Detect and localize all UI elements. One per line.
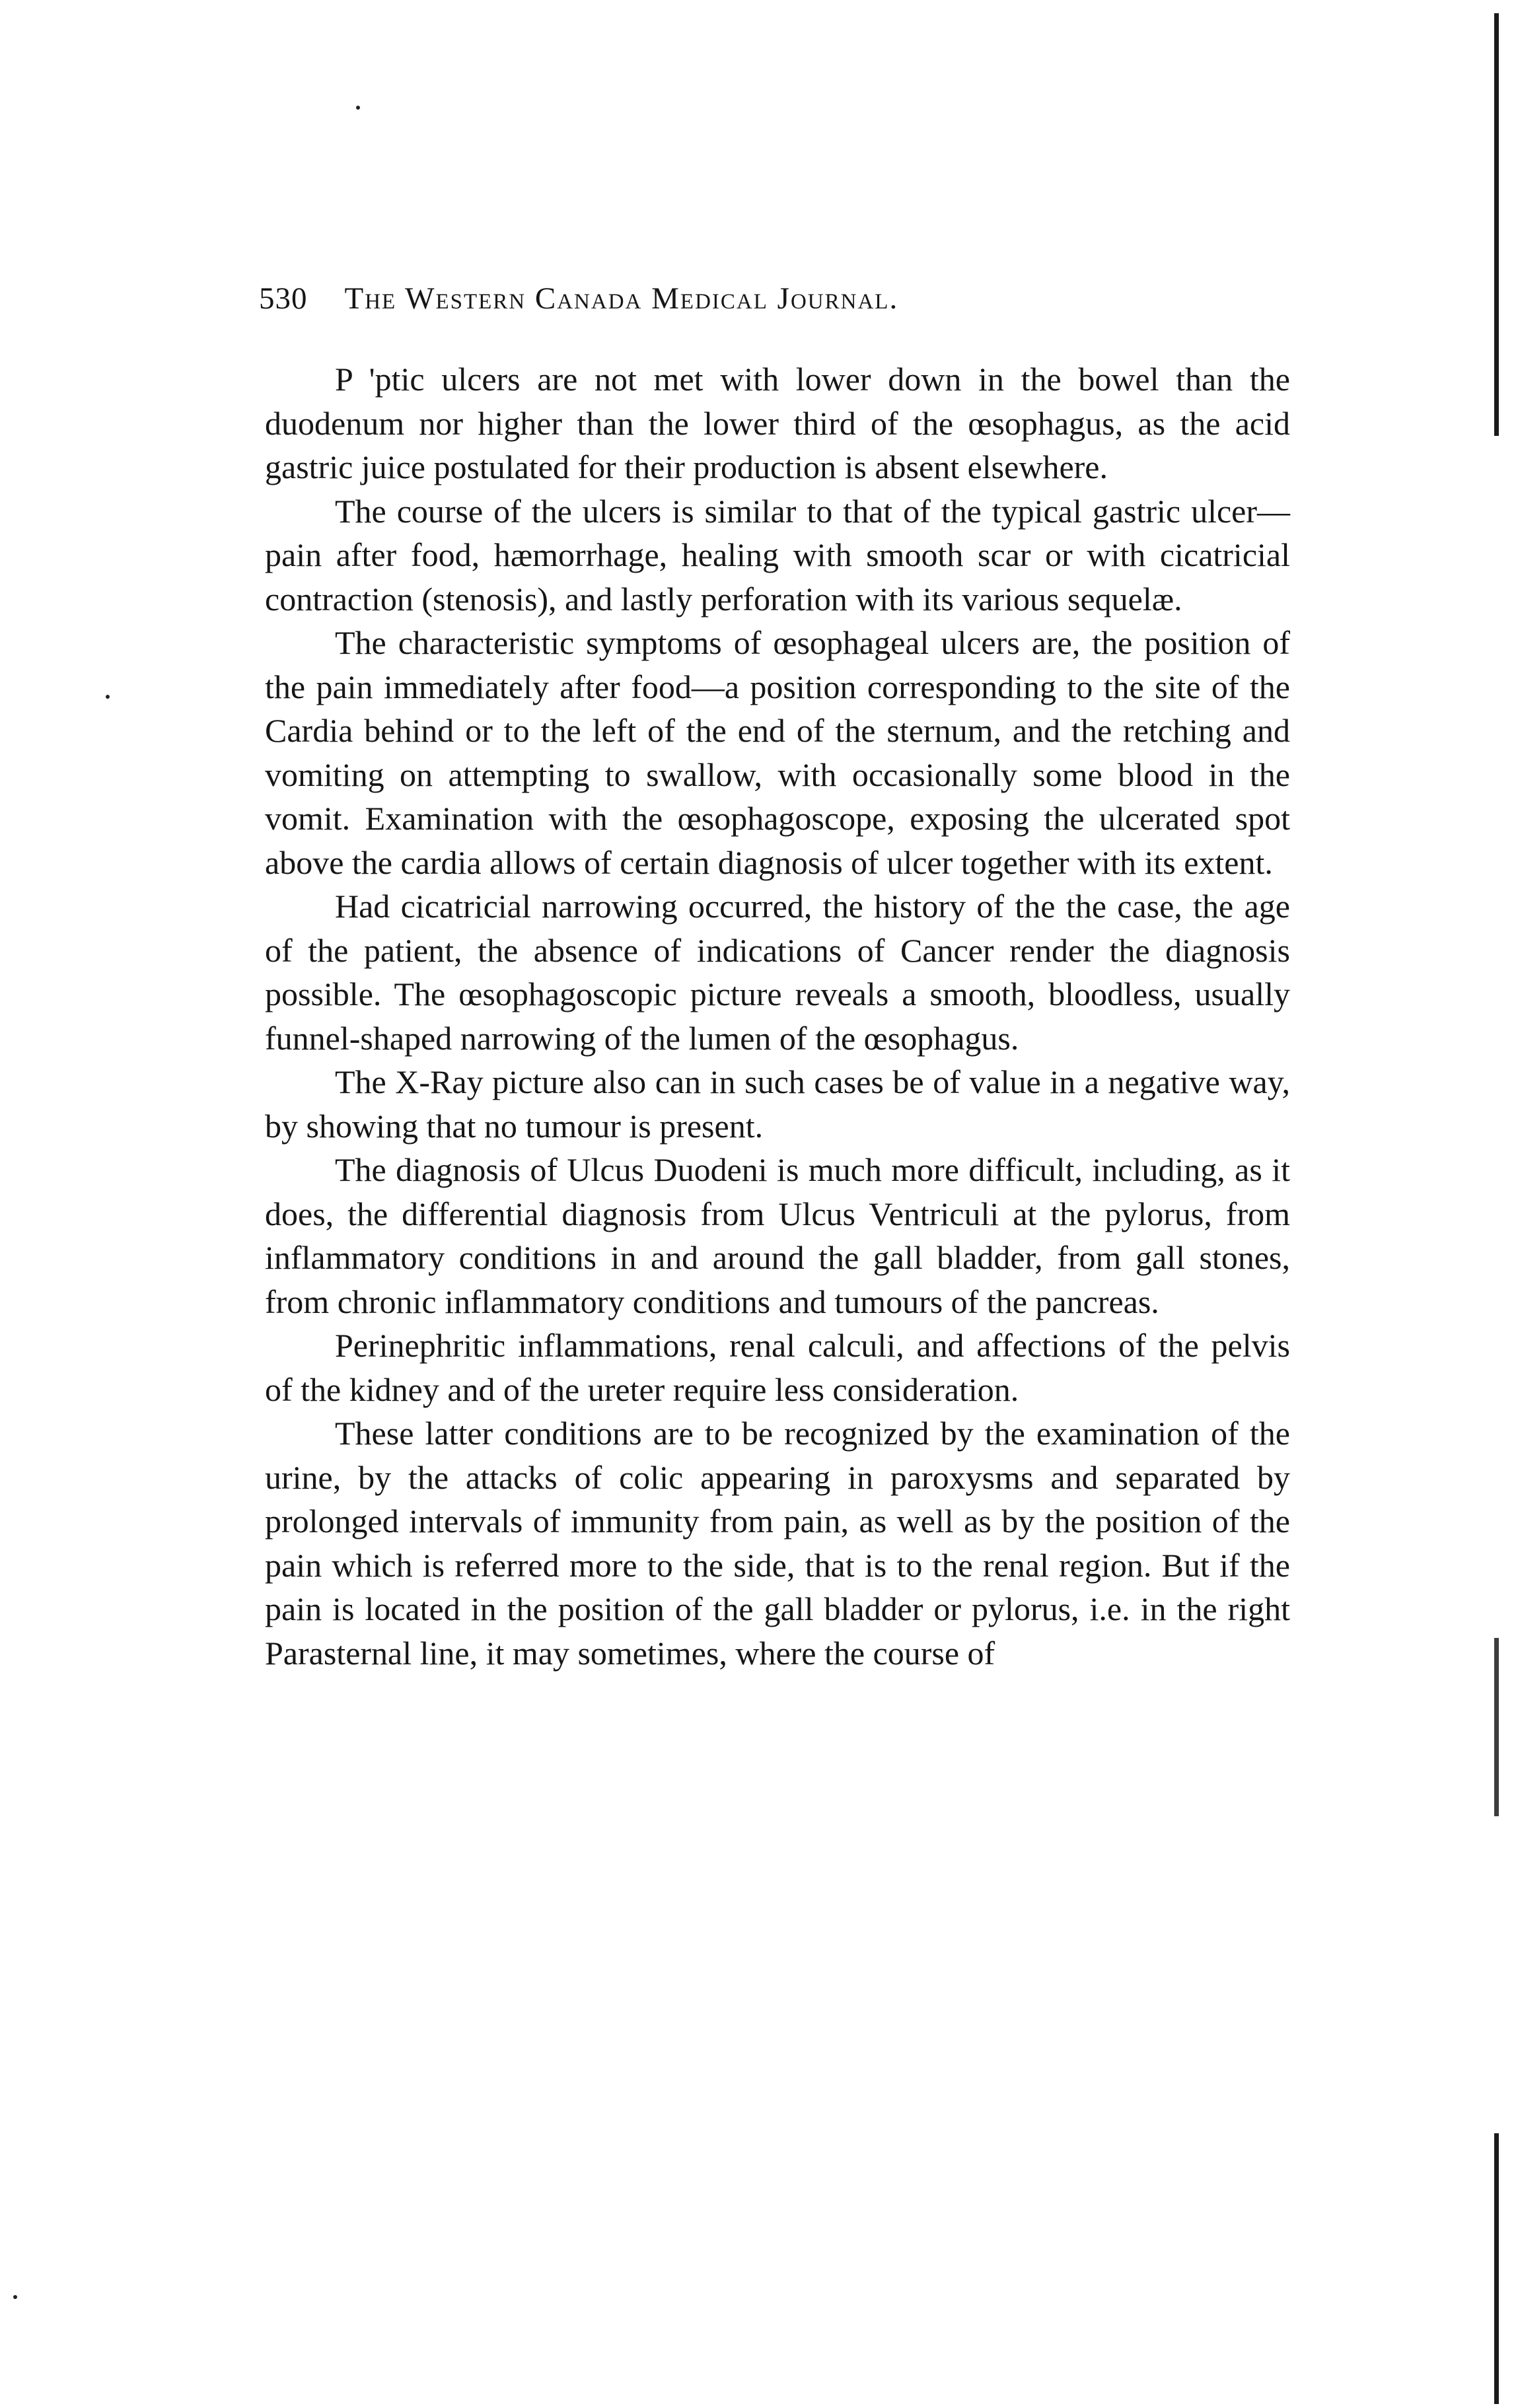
paragraph: The X-Ray picture also can in such cases be of value in a negative way, by showing that no tumour is present.	[265, 1063, 1290, 1145]
scan-speck	[13, 2295, 17, 2299]
binding-edge-line	[1494, 1638, 1499, 1816]
paragraph: The course of the ulcers is similar to that of the typical gastric ulcer—pain after food, hæmorrhage, healing with smooth scar or with cicatricial contraction (stenosis), and lastly perforation with its various sequelæ.	[265, 492, 1290, 618]
scan-speck	[356, 106, 360, 110]
paragraph: These latter conditions are to be recognized by the examination of the urine, by the attacks of colic appearing in paroxysms and separated by prolonged intervals of immunity from pain, as well as by the position of the pain which is referred more to the side, that is to the renal region. But if the pain is located in the position of the gall bladder or pylorus, i.e. in the right Parasternal line, it may sometimes, where the course of	[265, 1415, 1290, 1672]
page-number: 530	[259, 281, 308, 316]
journal-title: The Western Canada Medical Journal.	[344, 281, 899, 316]
scan-speck	[106, 695, 110, 699]
running-header	[259, 281, 1197, 334]
paragraph: The characteristic symptoms of œsophageal ulcers are, the position of the pain immediately after food—a position corresponding to the site of the Cardia behind or to the left of the end of the sternum, and the retching and vomiting on attempting to swallow, with occasionally some blood in the vomit. Examination with the œsophagoscope, exposing the ulcerated spot above the cardia allows of certain diagnosis of ulcer together with its extent.	[265, 624, 1290, 881]
paragraph: The diagnosis of Ulcus Duodeni is much more difficult, including, as it does, the differential diagnosis from Ulcus Ventriculi at the pylorus, from inflammatory conditions in and around the gall bladder, from gall stones, from chronic inflammatory conditions and tumours of the pancreas.	[265, 1151, 1290, 1320]
binding-edge-line	[1494, 13, 1499, 436]
paragraph: P 'ptic ulcers are not met with lower down in the bowel than the duodenum nor higher than the lower third of the œsophagus, as the acid gastric juice postulated for their production is absent elsewhere.	[265, 361, 1290, 485]
binding-edge-line	[1494, 2133, 1499, 2404]
paragraph: Had cicatricial narrowing occurred, the history of the the case, the age of the patient, the absence of indications of Cancer render the diagnosis possible. The œsophagoscopic picture reveals a smooth, bloodless, usually funnel-shaped narrowing of the lumen of the œsophagus.	[265, 888, 1290, 1057]
paragraph: Perinephritic inflammations, renal calculi, and affections of the pelvis of the kidney and of the ureter require less consideration.	[265, 1327, 1290, 1408]
article-body	[265, 357, 1290, 1675]
